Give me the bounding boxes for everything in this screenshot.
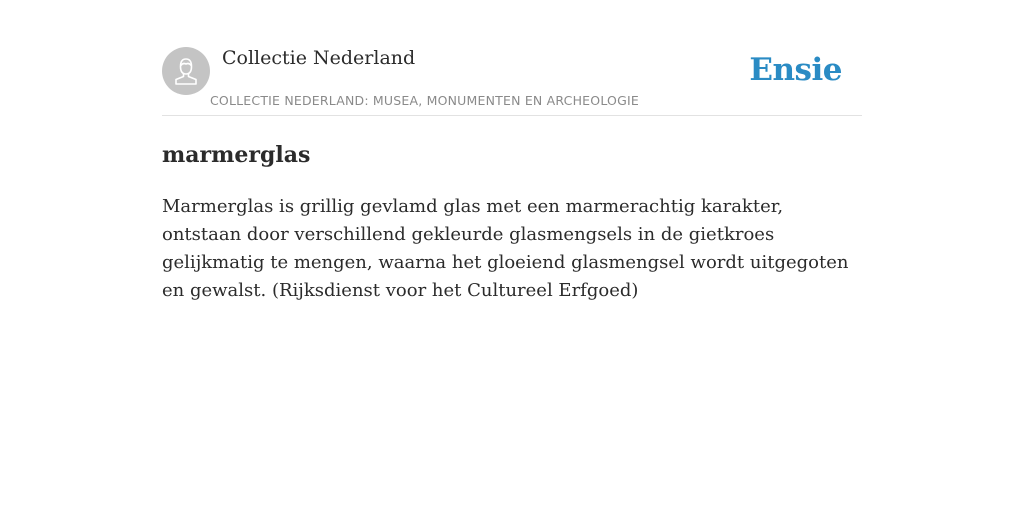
ensie-logo[interactable]: Ensie — [749, 52, 842, 88]
entry-card — [162, 0, 862, 301]
entry-definition: Marmerglas is grillig gevlamd glas met een marmerachtig karakter, ontstaan door verschillend gekleurde glasmengsels in de gietkroes gelijkmatig te mengen, waarna het gloeiend glasmengsel wordt uitgegoten en gewalst. (Rijksdienst voor het Cultureel Erfgoed) — [162, 196, 849, 301]
user-avatar-icon[interactable] — [162, 47, 210, 95]
entry-term: marmerglas — [162, 142, 311, 168]
author-name-link[interactable]: Collectie Nederland — [222, 47, 416, 69]
author-description: COLLECTIE NEDERLAND: MUSEA, MONUMENTEN EN ARCHEOLOGIE — [210, 93, 639, 108]
entry-header — [162, 0, 862, 116]
